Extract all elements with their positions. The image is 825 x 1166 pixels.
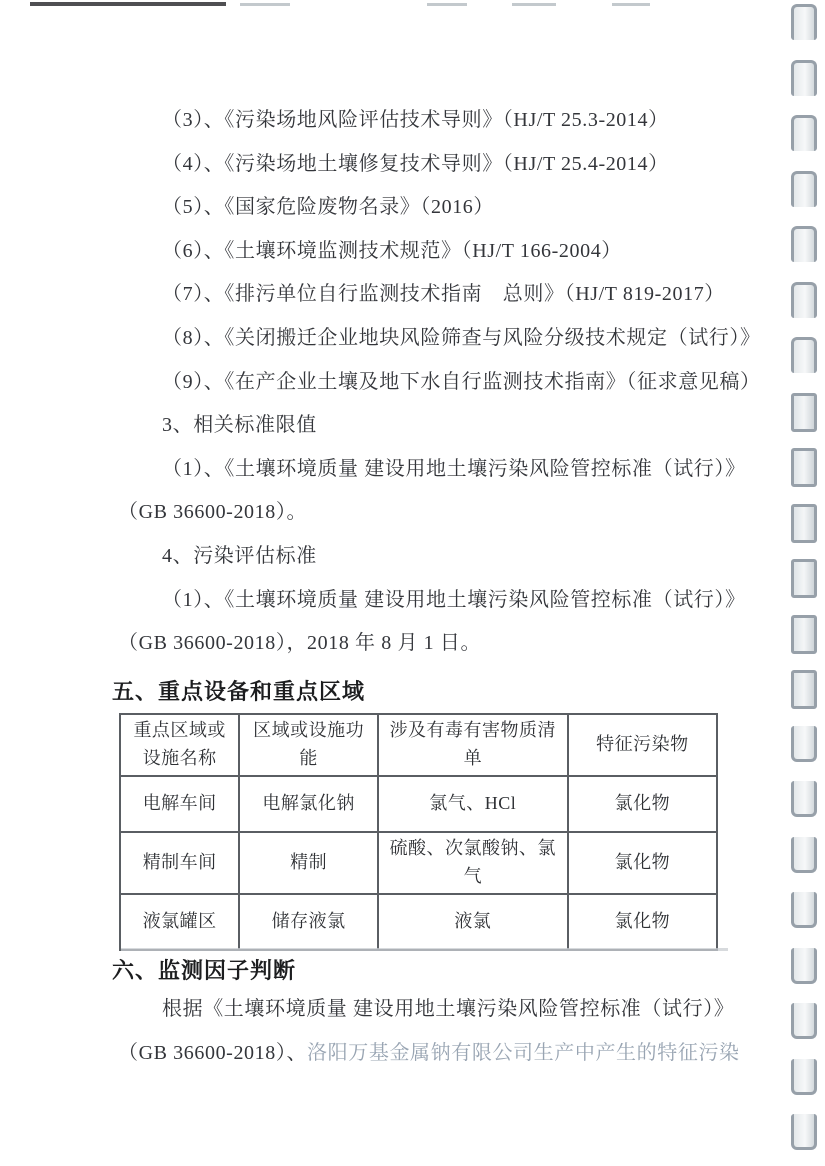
binding-ring — [791, 559, 817, 598]
doc-line: （6）、《土壤环境监测技术规范》（HJ/T 166-2004） — [162, 239, 622, 262]
binding-ring — [791, 726, 817, 762]
doc-line — [118, 1032, 738, 1076]
table-row — [120, 776, 717, 832]
binding-ring — [791, 670, 817, 709]
table-header-cell: 涉及有毒有害物质清单 — [378, 714, 568, 776]
scan-artifact — [121, 948, 728, 951]
doc-line: （5）、《国家危险废物名录》（2016） — [162, 196, 494, 219]
doc-line: （8）、《关闭搬迁企业地块风险筛查与风险分级技术规定（试行）》 — [162, 326, 761, 349]
binding-ring — [791, 504, 817, 543]
table-cell: 氯化物 — [568, 894, 717, 950]
doc-line: （1）、《土壤环境质量 建设用地土壤污染风险管控标准（试行）》 — [162, 457, 746, 480]
binding-ring — [791, 393, 817, 432]
doc-line: （4）、《污染场地土壤修复技术导则》（HJ/T 25.4-2014） — [162, 152, 669, 175]
binding-ring — [791, 615, 817, 654]
section6-body — [118, 988, 738, 1075]
table-cell: 液氯罐区 — [120, 894, 239, 950]
scan-artifact — [240, 3, 290, 6]
binding-ring — [791, 1003, 817, 1039]
table-cell: 氯化物 — [568, 832, 717, 894]
table-cell: 储存液氯 — [239, 894, 378, 950]
binding-ring — [791, 115, 817, 151]
binding-ring — [791, 948, 817, 984]
table-row — [120, 894, 717, 950]
table-cell: 电解氯化钠 — [239, 776, 378, 832]
table-header-cell: 重点区域或设施名称 — [120, 714, 239, 776]
table-cell: 精制 — [239, 832, 378, 894]
table-cell: 氯气、HCl — [378, 776, 568, 832]
scan-artifact — [512, 3, 556, 6]
binding-ring — [791, 837, 817, 873]
table-cell: 精制车间 — [120, 832, 239, 894]
table-cell: 液氯 — [378, 894, 568, 950]
table-row — [120, 832, 717, 894]
binding-ring — [791, 4, 817, 40]
doc-line: （GB 36600-2018）。 — [118, 501, 308, 524]
standards-list — [118, 99, 761, 666]
table-cell: 硫酸、次氯酸钠、氯气 — [378, 832, 568, 894]
doc-line-segment: （GB 36600-2018）、 — [118, 1041, 308, 1064]
binding-ring — [791, 781, 817, 817]
binding-ring — [791, 282, 817, 318]
table-header-row — [120, 714, 717, 776]
table-cell: 氯化物 — [568, 776, 717, 832]
section-heading-5: 五、重点设备和重点区域 — [112, 679, 366, 704]
doc-line-segment-faded: 洛阳万基金属钠有限公司生产中产生的特征污染 — [307, 1041, 740, 1064]
binding-ring — [791, 171, 817, 207]
binding-ring — [791, 226, 817, 262]
scan-artifact — [427, 3, 467, 6]
binding-ring — [791, 337, 817, 373]
doc-line: （3）、《污染场地风险评估技术导则》（HJ/T 25.3-2014） — [162, 109, 669, 131]
doc-line: （9）、《在产企业土壤及地下水自行监测技术指南》（征求意见稿） — [162, 370, 761, 393]
binding-ring — [791, 1114, 817, 1150]
scan-artifact — [30, 2, 226, 6]
doc-line: （7）、《排污单位自行监测技术指南 总则》（HJ/T 819-2017） — [162, 283, 725, 306]
binding-ring — [791, 448, 817, 487]
table-header-cell: 区域或设施功能 — [239, 714, 378, 776]
table-header-cell: 特征污染物 — [568, 714, 717, 776]
binding-ring — [791, 892, 817, 928]
table-cell: 电解车间 — [120, 776, 239, 832]
scan-artifact — [612, 3, 650, 6]
binding-ring — [791, 60, 817, 96]
doc-line: （GB 36600-2018），2018 年 8 月 1 日。 — [118, 632, 482, 655]
section-heading-6: 六、监测因子判断 — [112, 958, 297, 983]
doc-subheading: 3、相关标准限值 — [162, 414, 317, 437]
doc-line: 根据《土壤环境质量 建设用地土壤污染风险管控标准（试行）》 — [162, 998, 735, 1020]
binding-ring — [791, 1059, 817, 1095]
doc-line: （1）、《土壤环境质量 建设用地土壤污染风险管控标准（试行）》 — [162, 588, 746, 611]
doc-subheading: 4、污染评估标准 — [162, 544, 317, 567]
key-areas-table — [119, 713, 718, 951]
